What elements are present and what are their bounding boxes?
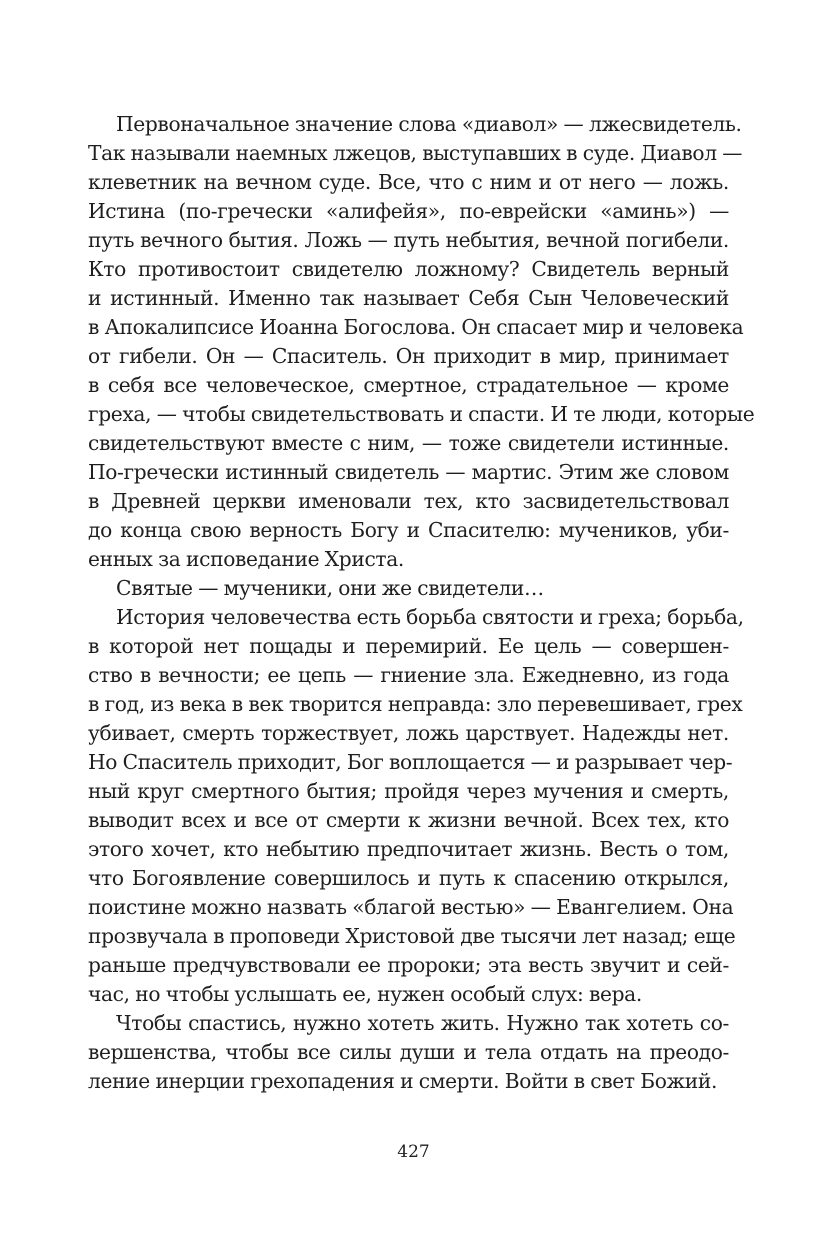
text-line: По-гречески истинный свидетель — мартис. Этим же словом bbox=[88, 460, 729, 484]
text-line: вершенства, чтобы все силы души и тела отдать на преодо- bbox=[88, 1040, 729, 1064]
text-line: енных за исповедание Христа. bbox=[88, 547, 404, 571]
text-line: прозвучала в проповеди Христовой две тысячи лет назад; еще bbox=[88, 924, 736, 948]
body-text bbox=[88, 110, 755, 1096]
text-line: убивает, смерть торжествует, ложь царствует. Надежды нет. bbox=[88, 721, 729, 745]
text-line: клеветник на вечном суде. Все, что с ним и от него — ложь. bbox=[88, 170, 729, 194]
text-line: поистине можно назвать «благой вестью» — Евангелием. Она bbox=[88, 895, 734, 919]
text-line: в Апокалипсисе Иоанна Богослова. Он спасает мир и человека bbox=[88, 315, 744, 339]
page-number: 427 bbox=[397, 1142, 430, 1162]
text-line: Истина (по-гречески «алифейя», по-еврейски «аминь») — bbox=[88, 199, 729, 223]
text-line: от гибели. Он — Спаситель. Он приходит в мир, принимает bbox=[88, 344, 729, 368]
text-line: час, но чтобы услышать ее, нужен особый слух: вера. bbox=[88, 982, 642, 1006]
text-line: в себя все человеческое, смертное, страдательное — кроме bbox=[88, 373, 729, 397]
text-line: выводит всех и все от смерти к жизни вечной. Всех тех, кто bbox=[88, 808, 729, 832]
text-line: ство в вечности; ее цепь — гниение зла. Ежедневно, из года bbox=[88, 663, 729, 687]
text-line: свидетельствуют вместе с ним, — тоже свидетели истинные. bbox=[88, 431, 729, 455]
text-line: Так называли наемных лжецов, выступавших в суде. Диавол — bbox=[88, 141, 743, 165]
text-line: и истинный. Именно так называет Себя Сын Человеческий bbox=[88, 286, 729, 310]
text-line: что Богоявление совершилось и путь к спасению открылся, bbox=[88, 866, 729, 890]
text-line: путь вечного бытия. Ложь — путь небытия, вечной погибели. bbox=[88, 228, 729, 252]
text-line: греха, — чтобы свидетельствовать и спасти. И те люди, которые bbox=[88, 402, 755, 426]
text-line: Кто противостоит свидетелю ложному? Свидетель верный bbox=[88, 257, 729, 281]
text-line: в год, из века в век творится неправда: зло перевешивает, грех bbox=[88, 692, 743, 716]
text-line: этого хочет, кто небытию предпочитает жизнь. Весть о том, bbox=[88, 837, 729, 861]
text-line: ный круг смертного бытия; пройдя через мучения и смерть, bbox=[88, 779, 729, 803]
text-line: до конца свою верность Богу и Спасителю: мучеников, уби- bbox=[88, 518, 729, 542]
text-line: в которой нет пощады и перемирий. Ее цель — совершен- bbox=[88, 634, 729, 658]
text-line: История человечества есть борьба святости и греха; борьба, bbox=[116, 605, 744, 629]
text-line: ление инерции грехопадения и смерти. Войти в свет Божий. bbox=[88, 1069, 718, 1093]
text-line: Святые — мученики, они же свидетели… bbox=[116, 576, 544, 600]
text-line: раньше предчувствовали ее пророки; эта весть звучит и сей- bbox=[88, 953, 729, 977]
text-line: в Древней церкви именовали тех, кто засвидетельствовал bbox=[88, 489, 729, 513]
text-line: Первоначальное значение слова «диавол» — лжесвидетель. bbox=[116, 112, 742, 136]
text-line: Но Спаситель приходит, Бог воплощается — и разрывает чер- bbox=[88, 750, 733, 774]
text-line: Чтобы спастись, нужно хотеть жить. Нужно так хотеть со- bbox=[116, 1011, 729, 1035]
